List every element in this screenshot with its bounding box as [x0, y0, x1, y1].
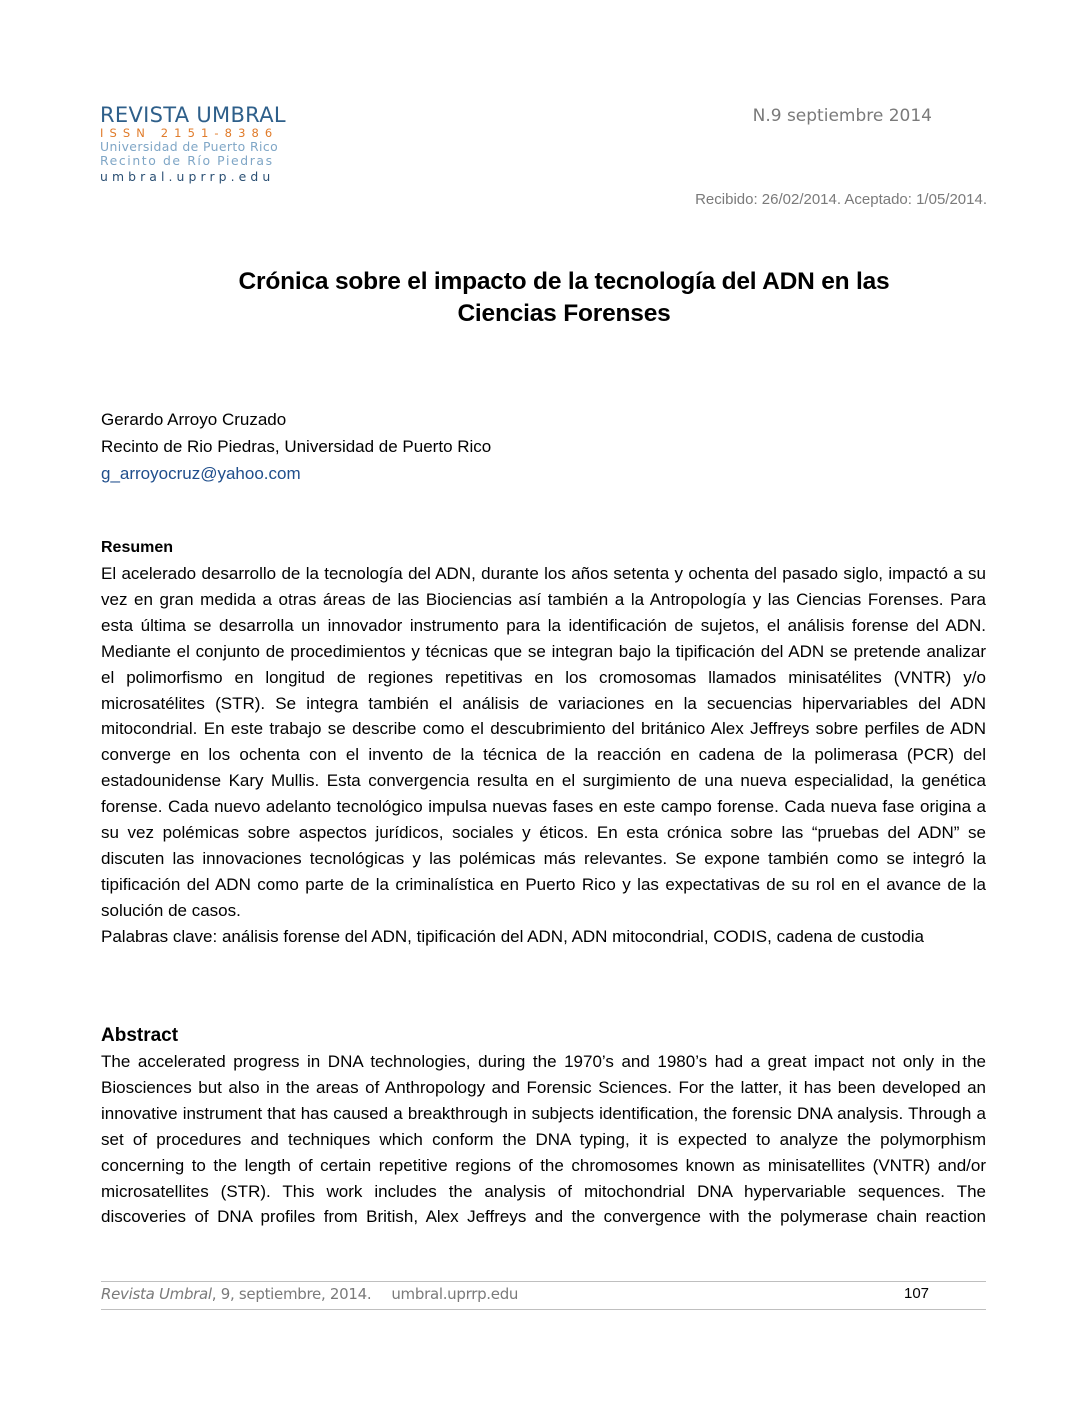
- resumen-body: El acelerado desarrollo de la tecnología del ADN, durante los años setenta y ochenta del pasado siglo, impactó a su vez en gran medida a otras áreas de las Biociencias así también a la Antropología y las Ciencias Forenses. Para esta última se desarrolla un innovador instrumento para la identificación de sujetos, el análisis forense del ADN. Mediante el conjunto de procedimientos y técnicas que se integran bajo la tipificación del ADN se pretende analizar el polimorfismo en longitud de regiones repetitivas en los cromosomas llamados minisatélites (VNTR) y/o microsatélites (STR). Se integra también el análisis de variaciones en la secuencias hipervariables del ADN mitocondrial. En este trabajo se describe como el descubrimiento del británico Alex Jeffreys sobre perfiles de ADN converge en los ochenta con el invento de la técnica de la reacción en cadena de la polimerasa (PCR) del estadounidense Kary Mullis. Esta convergencia resulta en el surgimiento de una nueva especialidad, la genética forense. Cada nuevo adelanto tecnológico impulsa nuevas fases en este campo forense. Cada nueva fase origina a su vez polémicas sobre aspectos jurídicos, sociales y éticos. En esta crónica sobre las “pruebas del ADN” se discuten las innovaciones tecnológicas y las polémicas más relevantes. Se expone también como se integró la tipificación del ADN como parte de la criminalística en Puerto Rico y las expectativas de su rol en el avance de la solución de casos.: [101, 564, 986, 920]
- issue-label: N.9 septiembre 2014: [752, 106, 932, 126]
- page-number: 107: [904, 1285, 930, 1302]
- footer-top-rule: [101, 1281, 986, 1282]
- footer-citation: [101, 1285, 518, 1303]
- title-line-2: Ciencias Forenses: [457, 300, 671, 327]
- title-line-1: Crónica sobre el impacto de la tecnología del ADN en las: [238, 268, 890, 295]
- author-affiliation: Recinto de Rio Piedras, Universidad de Puerto Rico: [101, 437, 492, 456]
- footer-url: umbral.uprrp.edu: [391, 1285, 519, 1303]
- logo-university: Universidad de Puerto Rico: [100, 139, 279, 154]
- logo-url: umbral.uprrp.edu: [100, 169, 275, 184]
- keywords: Palabras clave: análisis forense del ADN, tipificación del ADN, ADN mitocondrial, CODIS, cadena de custodia: [101, 926, 925, 946]
- received-accepted-dates: Recibido: 26/02/2014. Aceptado: 1/05/2014.: [695, 191, 987, 208]
- footer-journal-name: Revista Umbral: [101, 1285, 212, 1303]
- logo-campus: Recinto de Río Piedras: [100, 153, 274, 168]
- resumen-heading: Resumen: [101, 539, 174, 556]
- author-email-link[interactable]: g_arroyocruz@yahoo.com: [101, 464, 301, 483]
- footer-citation-text: , 9, septiembre, 2014.: [211, 1285, 372, 1303]
- logo-issn: ISSN 2151-8386: [100, 126, 279, 140]
- logo-journal-name: REVISTA UMBRAL: [100, 103, 286, 127]
- footer-bottom-rule: [101, 1309, 986, 1310]
- abstract-heading: Abstract: [101, 1025, 179, 1046]
- abstract-section: [101, 1023, 986, 1230]
- author-block: [101, 406, 491, 487]
- article-title: [140, 266, 988, 330]
- resumen-section: [101, 535, 986, 950]
- author-name: Gerardo Arroyo Cruzado: [101, 410, 287, 429]
- journal-logo: [100, 104, 312, 185]
- abstract-body: The accelerated progress in DNA technologies, during the 1970’s and 1980’s had a great impact not only in the Biosciences but also in the areas of Anthropology and Forensic Sciences. For the latter, it has been developed an innovative instrument that has caused a breakthrough in subjects identification, the forensic DNA analysis. Through a set of procedures and techniques which conform the DNA typing, it is expected to analyze the polymorphism concerning to the length of certain repetitive regions of the chromosomes known as minisatellites (VNTR) and/or microsatellites (STR). This work includes the analysis of mitochondrial DNA hypervariable sequences. The discoveries of DNA profiles from British, Alex Jeffreys and the convergence with the polymerase chain reaction: [101, 1052, 986, 1227]
